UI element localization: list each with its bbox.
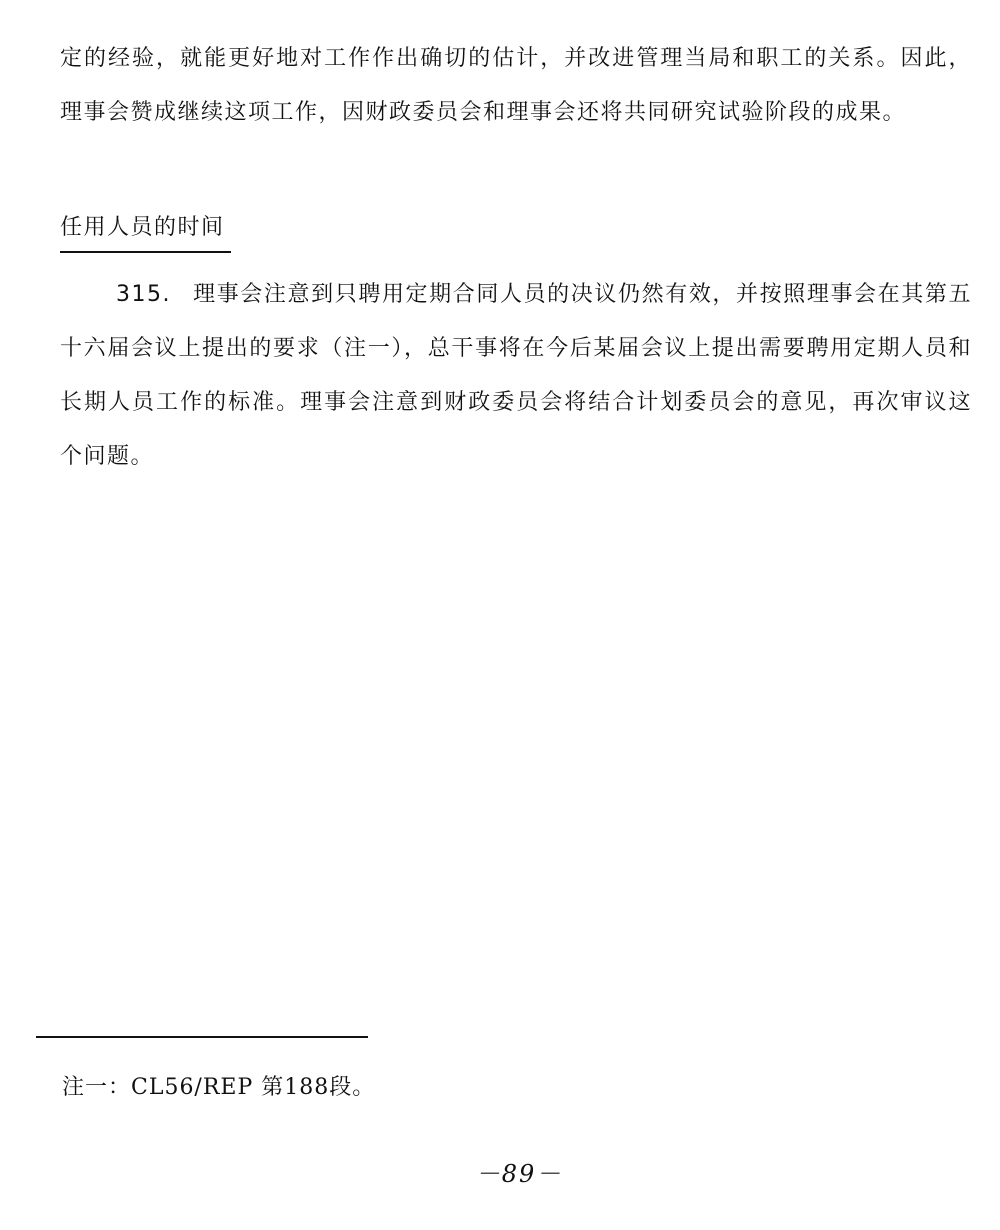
page-number: －89－ (475, 1160, 563, 1188)
section-heading: 任用人员的时间 (60, 205, 231, 253)
footnote: 注一：CL56/REP 第188段。 (62, 1075, 376, 1100)
paragraph-number: 315. (116, 282, 171, 307)
paragraph-315-text: 理事会注意到只聘用定期合同人员的决议仍然有效，并按照理事会在其第五十六届会议上提出的要求（注一），总干事将在今后某届会议上提出需要聘用定期人员和长期人员工作的标准。理事会注意到财政委员会将结合计划委员会的意见，再次审议这个问题。 (60, 282, 972, 469)
paragraph-315 (60, 268, 972, 484)
continued-paragraph: 定的经验，就能更好地对工作作出确切的估计，并改进管理当局和职工的关系。因此，理事会赞成继续这项工作，因财政委员会和理事会还将共同研究试验阶段的成果。 (60, 46, 972, 125)
footnote-separator (36, 1036, 368, 1038)
